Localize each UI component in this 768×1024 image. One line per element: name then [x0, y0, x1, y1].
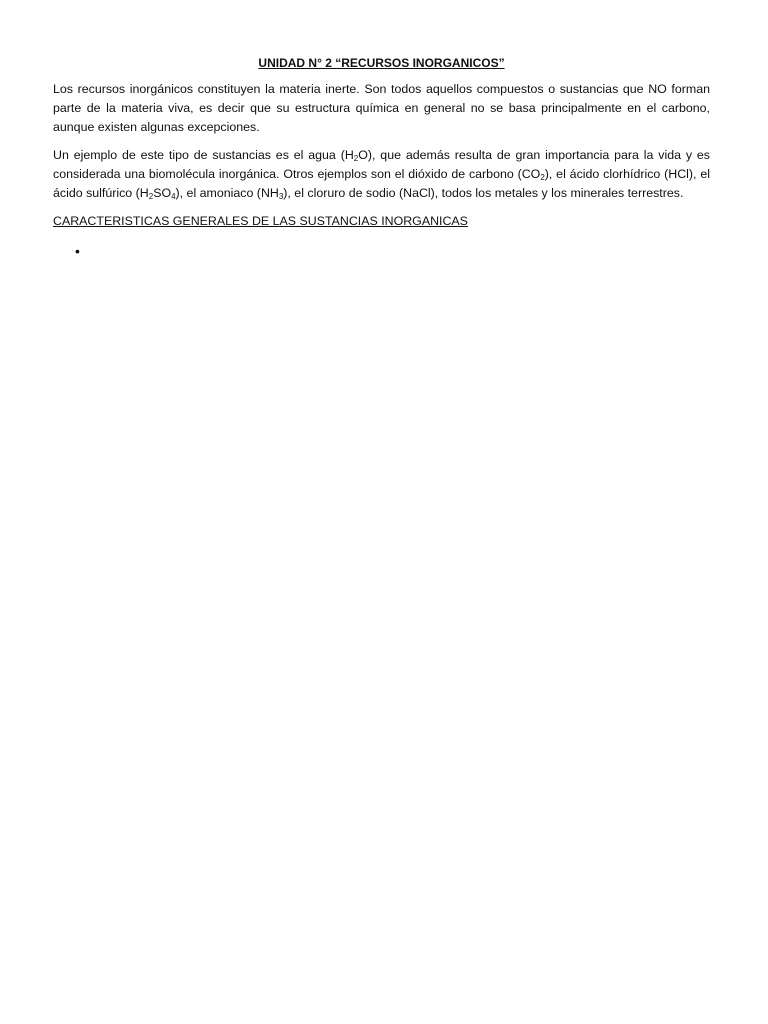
document-title: UNIDAD N° 2 “RECURSOS INORGANICOS”	[258, 56, 505, 70]
list-item	[53, 241, 710, 261]
paragraph-text: SO	[153, 186, 172, 200]
paragraph-examples	[53, 146, 710, 203]
section-heading: CARACTERISTICAS GENERALES DE LAS SUSTANCIAS INORGANICAS	[53, 214, 468, 228]
paragraph-text: ), el amoniaco (NH	[175, 186, 279, 200]
paragraph-text: O), que además resulta de gran importancia para la vida y es considerada una biomolécula inorgánica. Otros ejemplos son el dióxido de carbono (CO	[53, 148, 711, 181]
subscript: 3	[278, 192, 284, 201]
paragraph-text: ), el cloruro de sodio (NaCl), todos los metales y los minerales terrestres.	[283, 186, 684, 200]
paragraph-text: Un ejemplo de este tipo de sustancias es el agua (H	[53, 148, 354, 162]
subscript: 4	[171, 192, 176, 201]
bullet-icon: •	[75, 243, 80, 259]
subscript: 2	[148, 192, 154, 201]
subscript: 2	[540, 173, 545, 182]
document-page	[53, 54, 710, 261]
paragraph-intro: Los recursos inorgánicos constituyen la materia inerte. Son todos aquellos compuestos o sustancias que NO forman parte de la materia viva, es decir que su estructura química en general no se basa principalmente en el carbono, aunque existen algunas excepciones.	[53, 82, 710, 134]
bullet-list	[53, 241, 710, 261]
subscript: 2	[353, 154, 359, 163]
paragraph-text: ), el ácido clorhídrico (HCl), el ácido sulfúrico (H	[53, 167, 710, 200]
